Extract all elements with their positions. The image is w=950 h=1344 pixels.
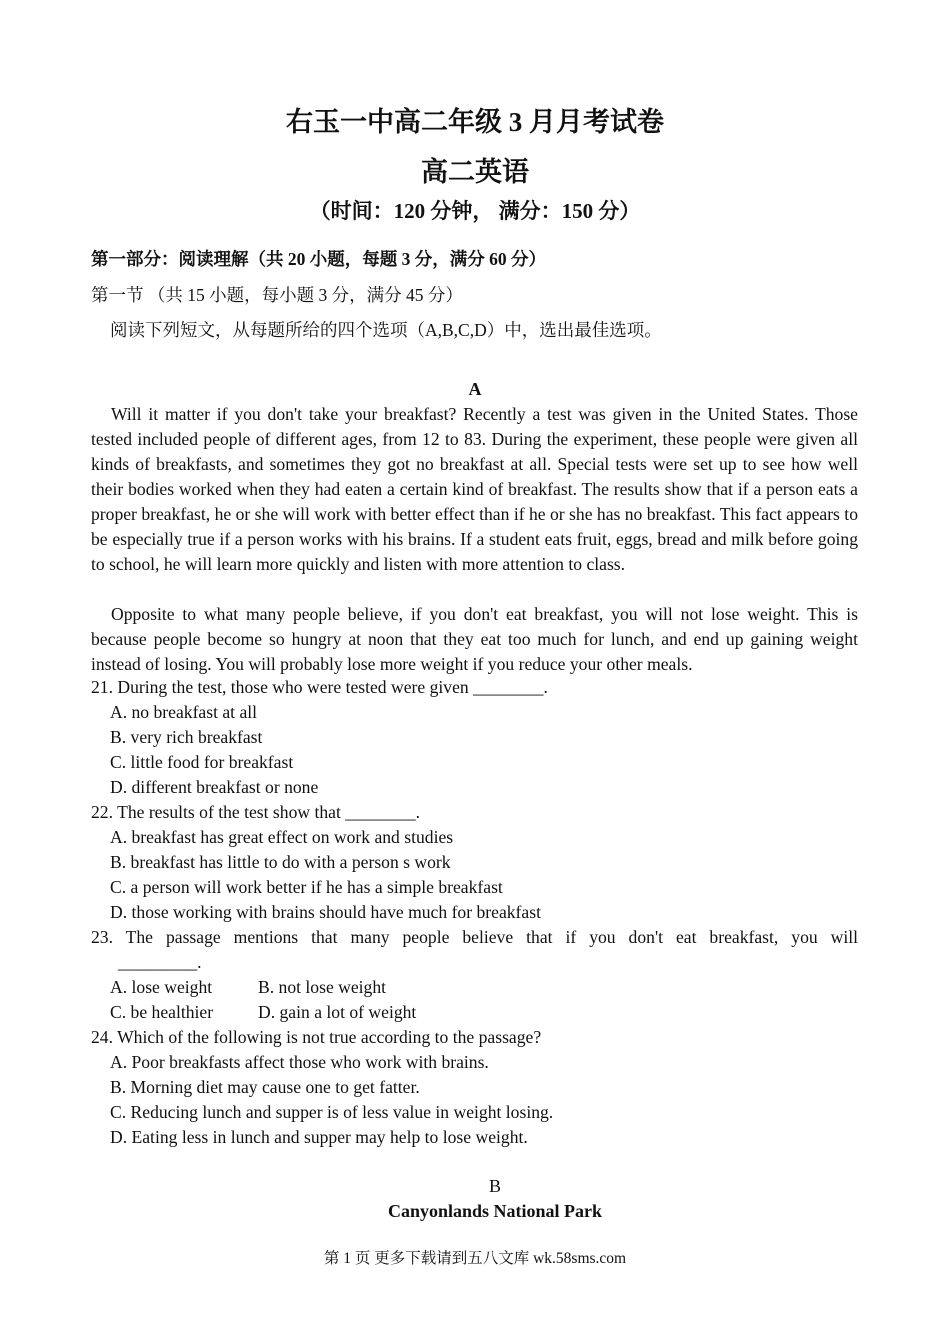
passage-a-paragraph-2: Opposite to what many people believe, if you don't eat breakfast, you will not lose weight. This is because people become so hungry at noon that they eat too much for lunch, and end up gaining weight instead of losing. You will probably lose more weight if you reduce your other meals. [91,604,858,674]
question-23-option-b: B. not lose weight [258,977,387,997]
exam-subject: 高二英语 [421,157,529,187]
question-24-option-c: C. Reducing lunch and supper is of less value in weight losing. [110,1102,554,1122]
passage-b-label: B [488,1176,501,1196]
passage-a-label: A [468,379,482,399]
section-heading: 第一节 （共 15 小题，每小题 3 分，满分 45 分） [91,285,463,305]
question-22-option-a: A. breakfast has great effect on work and studies [110,827,454,847]
page-footer: 第 1 页 更多下载请到五八文库 wk.58sms.com [323,1250,627,1267]
question-23-blank: _________. [118,952,202,972]
question-24-option-a: A. Poor breakfasts affect those who work with brains. [110,1052,489,1072]
instruction: 阅读下列短文，从每题所给的四个选项（A,B,C,D）中，选出最佳选项。 [110,320,662,340]
question-23: 23. The passage mentions that many people believe that if you don't eat breakfast, you will [91,927,858,947]
passage-a-paragraph-1: Will it matter if you don't take your breakfast? Recently a test was given in the United States. Those tested included people of different ages, from 12 to 83. During the experiment, these people were given all kinds of breakfasts, and sometimes they got no breakfast at all. Special tests were set up to see how well their bodies worked when they had eaten a certain kind of breakfast. The results show that if a person eats a proper breakfast, he or she will work with better effect than if he or she has no breakfast. This fact appears to be especially true if a person works with his brains. If a student eats fruit, eggs, bread and milk before going to school, he will learn more quickly and listen with more attention to class. [91,404,858,574]
question-24-option-b: B. Morning diet may cause one to get fatter. [110,1077,420,1097]
question-22: 22. The results of the test show that ________. [91,802,421,822]
exam-info: （时间：120 分钟， 满分：150 分） [309,199,641,223]
question-21-option-d: D. different breakfast or none [110,777,319,797]
question-22-option-d: D. those working with brains should have much for breakfast [110,902,541,922]
question-22-option-c: C. a person will work better if he has a simple breakfast [110,877,503,897]
question-21-option-c: C. little food for breakfast [110,752,294,772]
question-21: 21. During the test, those who were tested were given ________. [91,677,548,697]
question-23-option-d: D. gain a lot of weight [258,1002,417,1022]
part1-heading: 第一部分：阅读理解（共 20 小题，每题 3 分，满分 60 分） [91,249,546,269]
question-21-option-b: B. very rich breakfast [110,727,263,747]
exam-title: 右玉一中高二年级 3 月月考试卷 [286,107,664,137]
question-23-option-c: C. be healthier [110,1002,214,1022]
question-21-option-a: A. no breakfast at all [110,702,258,722]
question-22-option-b: B. breakfast has little to do with a person s work [110,852,451,872]
passage-b-title: Canyonlands National Park [387,1201,603,1221]
question-24-option-d: D. Eating less in lunch and supper may help to lose weight. [110,1127,528,1147]
question-23-option-a: A. lose weight [110,977,213,997]
question-24: 24. Which of the following is not true according to the passage? [91,1027,542,1047]
